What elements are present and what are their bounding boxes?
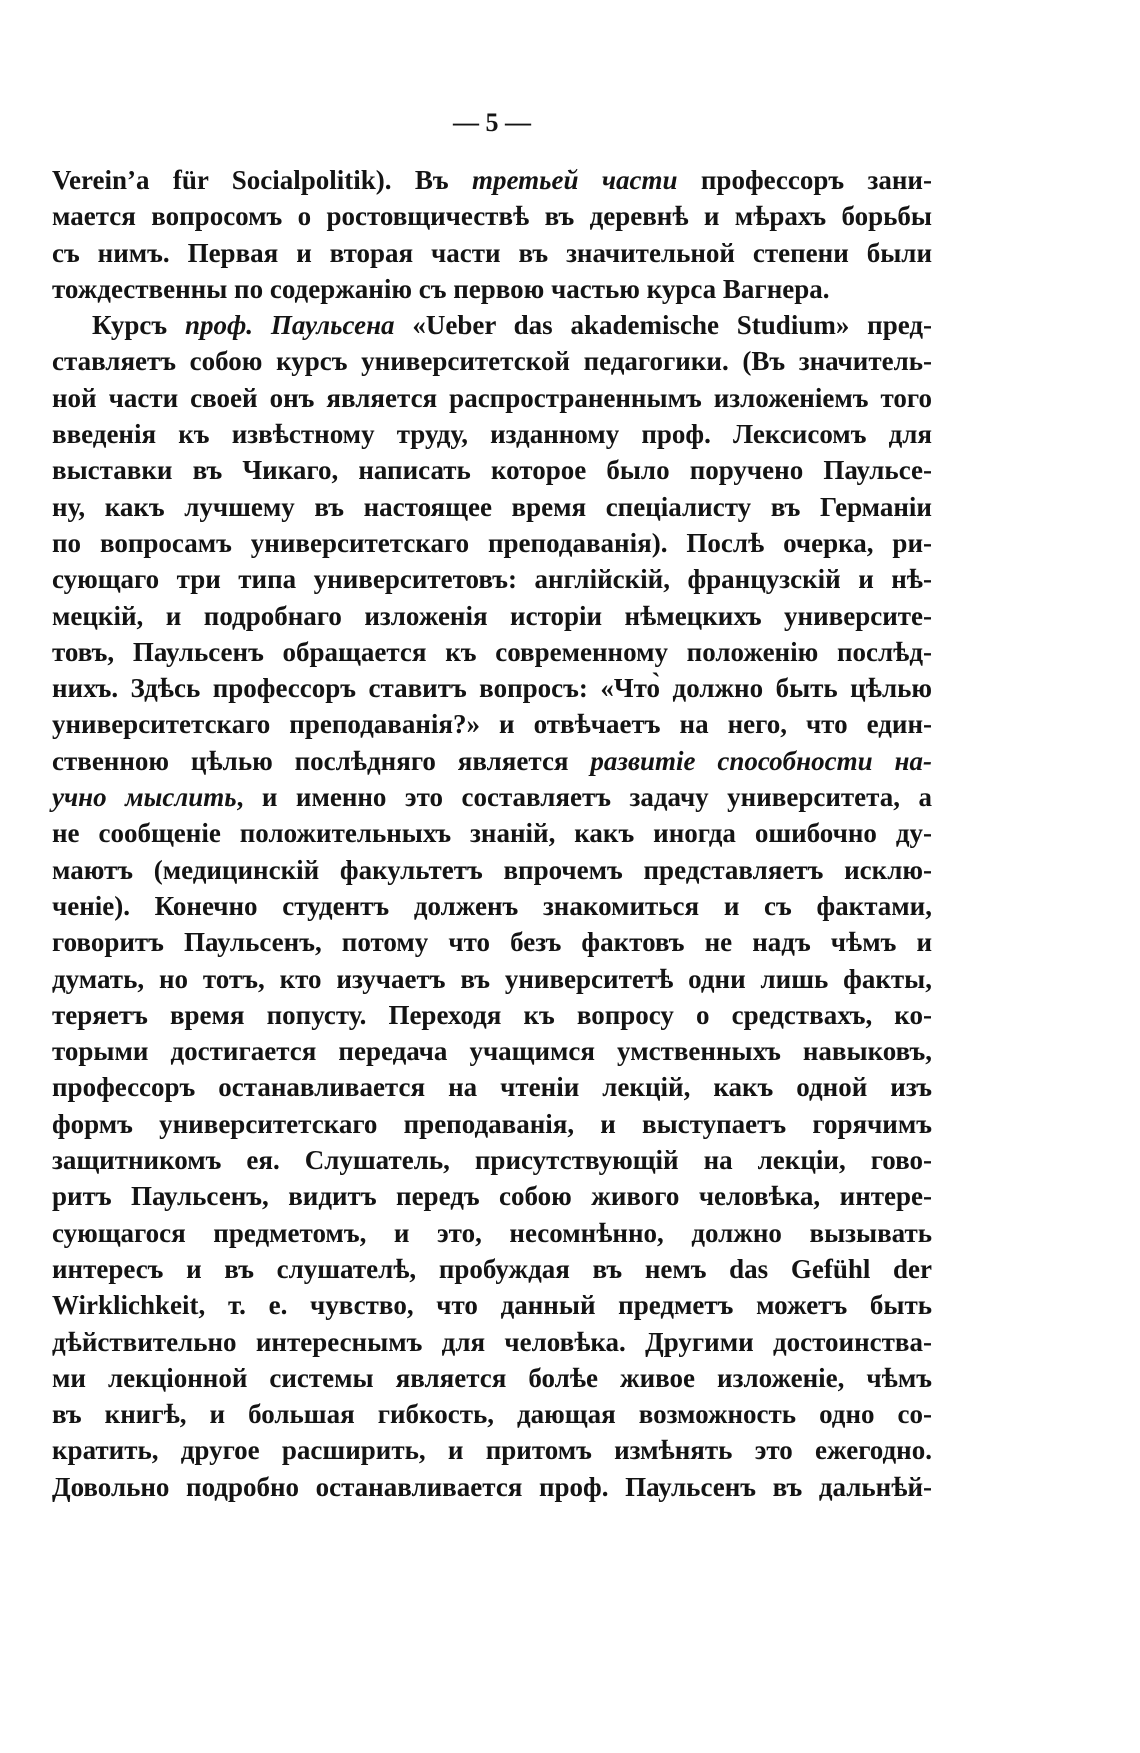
text-line: [52, 743, 932, 779]
text-line: [52, 1360, 932, 1396]
text-run: профессоръ останавливается на чтеніи лекцій, какъ одной изъ: [52, 1072, 932, 1103]
text-run: введенія къ извѣстному труду, изданному проф. Лексисомъ для: [52, 419, 932, 450]
text-line: [52, 1069, 932, 1105]
text-line: [52, 1287, 932, 1323]
text-run: выставки въ Чикаго, написать которое было поручено Паульсе-: [52, 455, 932, 486]
italic-run: развитіе способности на-: [590, 745, 932, 776]
text-run: Verein’a für Socialpolitik). Въ: [52, 165, 472, 195]
text-run: «Ueber das akademische Studium» пред-: [394, 310, 932, 341]
text-run: формъ университетскаго преподаванія, и выступаетъ горячимъ: [52, 1108, 932, 1139]
text-run: ставляетъ собою курсъ университетской педагогики. (Въ значитель-: [52, 346, 932, 377]
text-run: защитникомъ ея. Слушатель, присутствующій на лекціи, гово-: [52, 1145, 932, 1176]
text-line: [52, 525, 932, 561]
text-run: тождественны по содержанію съ первою частью курса Вагнера.: [52, 273, 830, 304]
text-line: [52, 416, 932, 452]
text-line: [52, 489, 932, 525]
text-line: [52, 452, 932, 488]
text-run: ритъ Паульсенъ, видитъ передъ собою живого человѣка, интере-: [52, 1181, 932, 1212]
text-line: [52, 670, 932, 706]
italic-run: третьей части: [471, 165, 678, 195]
body-text: [52, 162, 932, 1505]
text-line: [52, 1142, 932, 1178]
text-run: теряетъ время попусту. Переходя къ вопросу о средствахъ, ко-: [52, 999, 932, 1030]
text-line: [52, 1178, 932, 1214]
text-line: [52, 888, 932, 924]
text-line: [52, 706, 932, 742]
text-line: [52, 380, 932, 416]
text-run: университетскаго преподаванія?» и отвѣчаетъ на него, что един-: [52, 709, 932, 740]
text-line: [52, 852, 932, 888]
text-line: [52, 997, 932, 1033]
text-run: говоритъ Паульсенъ, потому что безъ фактовъ не надъ чѣмъ и: [52, 927, 932, 958]
text-line: [52, 343, 932, 379]
text-line: [52, 961, 932, 997]
text-run: , и именно это составляетъ задачу университета, а: [236, 782, 932, 813]
text-run: думать, но тотъ, кто изучаетъ въ университетѣ одни лишь факты,: [52, 963, 932, 994]
text-line: [52, 1396, 932, 1432]
text-line: [52, 1033, 932, 1069]
text-line: [52, 162, 932, 198]
text-run: торыми достигается передача учащимся умственныхъ навыковъ,: [52, 1036, 932, 1067]
text-line: [52, 1251, 932, 1287]
text-run: ченіе). Конечно студентъ долженъ знакомиться и съ фактами,: [52, 890, 932, 921]
text-run: маютъ (медицинскій факультетъ впрочемъ представляетъ исклю-: [52, 854, 932, 885]
text-run: интересъ и въ слушателѣ, пробуждая въ немъ das Gefühl der: [52, 1253, 932, 1284]
text-run: не сообщеніе положительныхъ знаній, какъ иногда ошибочно ду-: [52, 818, 932, 849]
text-line: [52, 924, 932, 960]
text-line: [52, 271, 932, 307]
text-run: профессоръ зани-: [677, 165, 932, 195]
text-run: товъ, Паульсенъ обращается къ современному положенію послѣд-: [52, 636, 932, 667]
text-run: ной части своей онъ является распространеннымъ изложеніемъ того: [52, 382, 932, 413]
text-run: нихъ. Здѣсь профессоръ ставитъ вопросъ: «Что̀ должно быть цѣлью: [52, 673, 932, 704]
text-run: дѣйствительно интереснымъ для человѣка. Другими достоинства-: [52, 1326, 932, 1357]
text-run: ми лекціонной системы является болѣе живое изложеніе, чѣмъ: [52, 1362, 932, 1393]
text-run: Wirklichkeit, т. е. чувство, что данный предметъ можетъ быть: [52, 1290, 932, 1321]
text-run: сующаго три типа университетовъ: англійскій, французскій и нѣ-: [52, 564, 932, 595]
book-page: [52, 0, 932, 1753]
text-run: ственною цѣлью послѣдняго является: [52, 745, 591, 776]
text-run: Курсъ: [92, 310, 185, 341]
text-run: съ нимъ. Первая и вторая части въ значительной степени были: [52, 237, 932, 268]
text-line: [52, 561, 932, 597]
text-run: кратить, другое расширить, и притомъ измѣнять это ежегодно.: [52, 1435, 932, 1466]
text-run: ну, какъ лучшему въ настоящее время спеціалисту въ Германіи: [52, 491, 932, 522]
text-line: [52, 815, 932, 851]
text-run: мается вопросомъ о ростовщичествѣ въ деревнѣ и мѣрахъ борьбы: [52, 201, 932, 232]
page-number: — 5 —: [453, 108, 531, 137]
text-run: въ книгѣ, и большая гибкость, дающая возможность одно со-: [52, 1399, 932, 1430]
text-line: [52, 1432, 932, 1468]
text-line: [52, 1215, 932, 1251]
text-line: [52, 235, 932, 271]
text-line: [52, 1469, 932, 1505]
text-line: [52, 1106, 932, 1142]
text-line: [52, 307, 932, 343]
text-line: [52, 1324, 932, 1360]
text-run: сующагося предметомъ, и это, несомнѣнно, должно вызывать: [52, 1217, 932, 1248]
text-line: [52, 779, 932, 815]
text-line: [52, 198, 932, 234]
text-run: по вопросамъ университетскаго преподаванія). Послѣ очерка, ри-: [52, 527, 932, 558]
text-line: [52, 634, 932, 670]
text-run: мецкій, и подробнаго изложенія исторіи нѣмецкихъ университе-: [52, 600, 932, 631]
italic-run: проф. Паульсена: [184, 310, 395, 341]
italic-run: учно мыслить: [52, 782, 237, 813]
text-run: Довольно подробно останавливается проф. Паульсенъ въ дальнѣй-: [52, 1471, 932, 1502]
text-line: [52, 598, 932, 634]
